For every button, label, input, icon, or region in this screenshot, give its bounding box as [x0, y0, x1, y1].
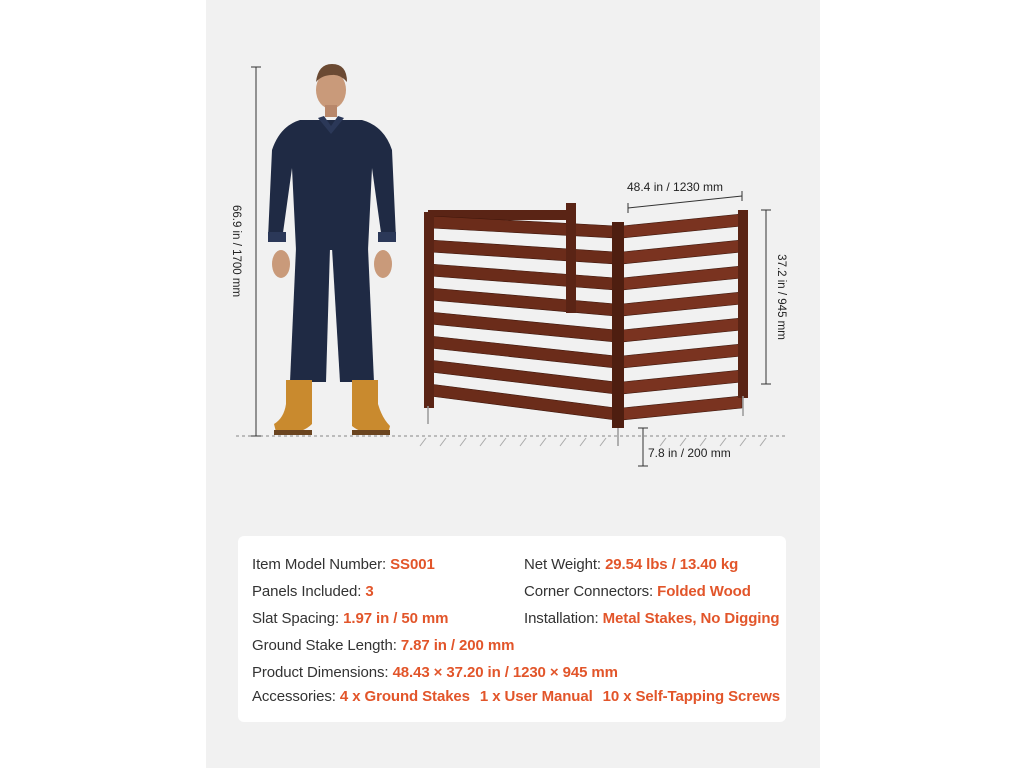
accessory-item: 1 x User Manual	[479, 688, 593, 705]
ground-hatch	[420, 438, 766, 446]
spec-accessories-label: Accessories:	[252, 688, 340, 705]
spec-model-value: SS001	[390, 556, 435, 573]
person-height-label: 66.9 in / 1700 mm	[230, 204, 242, 298]
bin-height-label: 37.2 in / 945 mm	[775, 254, 787, 340]
spec-stake-length-value: 7.87 in / 200 mm	[400, 637, 515, 654]
stake-length-label: 7.8 in / 200 mm	[648, 446, 731, 460]
spec-weight-label: Net Weight:	[524, 556, 606, 573]
spec-panels	[252, 583, 374, 600]
compost-bin-illustration	[424, 203, 748, 446]
spec-installation-value: Metal Stakes, No Digging	[602, 610, 780, 627]
spec-installation-label: Installation:	[524, 610, 603, 627]
spec-model	[252, 556, 435, 573]
spec-model-label: Item Model Number:	[252, 556, 391, 573]
spec-weight-value: 29.54 lbs / 13.40 kg	[605, 556, 739, 573]
spec-stake-length-label: Ground Stake Length:	[252, 637, 401, 654]
spec-accessories	[252, 688, 780, 705]
spec-connectors-value: Folded Wood	[657, 583, 751, 600]
spec-product-dimensions-value: 48.43 × 37.20 in / 1230 × 945 mm	[392, 664, 618, 681]
person-height-dimension	[251, 67, 261, 436]
spec-spacing-value: 1.97 in / 50 mm	[343, 610, 449, 627]
bin-height-dimension	[761, 210, 771, 384]
spec-product-dimensions-label: Product Dimensions:	[252, 664, 393, 681]
spec-connectors	[524, 583, 751, 600]
width-label: 48.4 in / 1230 mm	[627, 180, 724, 194]
accessory-item: 4 x Ground Stakes	[339, 688, 470, 705]
accessory-item: 10 x Self-Tapping Screws	[602, 688, 781, 705]
spec-weight	[524, 556, 738, 573]
width-dimension	[628, 191, 742, 213]
spec-product-dimensions	[252, 664, 618, 681]
spec-spacing-label: Slat Spacing:	[252, 610, 344, 627]
spec-connectors-label: Corner Connectors:	[524, 583, 658, 600]
stake-dimension	[638, 428, 648, 466]
spec-spacing	[252, 610, 448, 627]
spec-panels-label: Panels Included:	[252, 583, 366, 600]
spec-panels-value: 3	[365, 583, 374, 600]
person-figure	[268, 64, 396, 435]
spec-installation	[524, 610, 779, 627]
spec-stake-length	[252, 637, 514, 654]
